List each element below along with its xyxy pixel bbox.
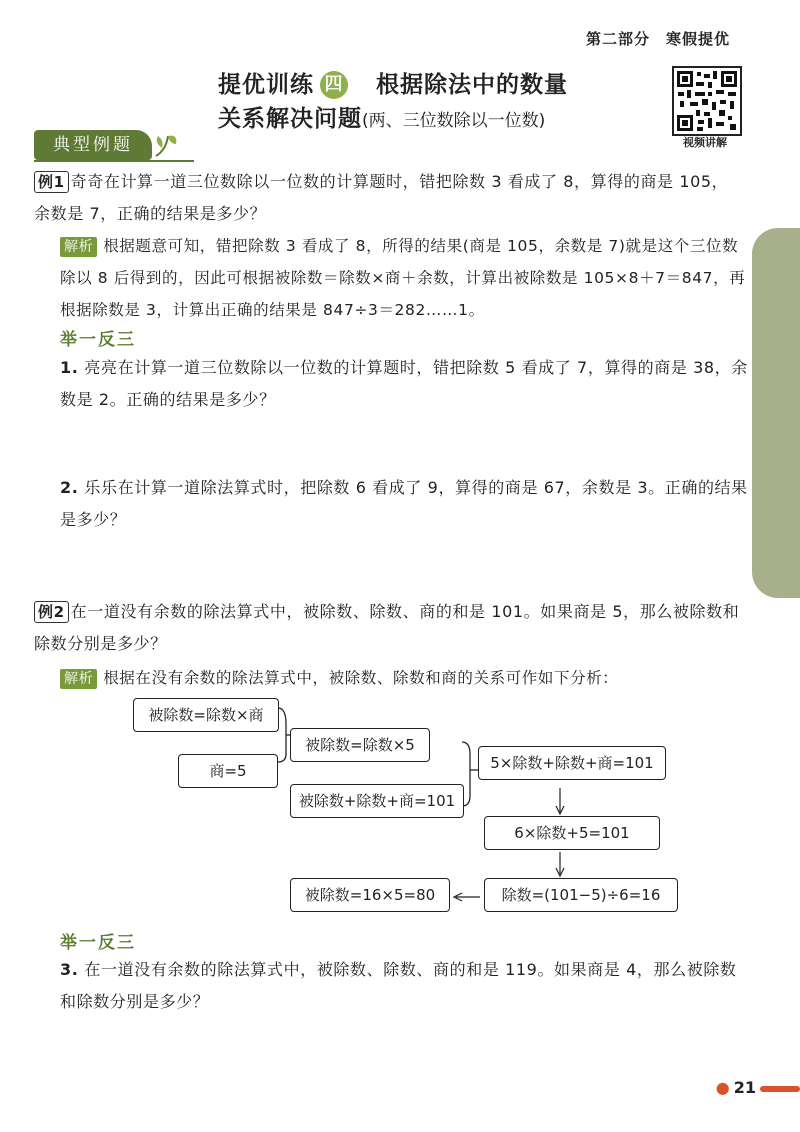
diagram-box-dividend-times5: 被除数=除数×5: [290, 728, 430, 762]
page-number-text: 21: [733, 1078, 756, 1097]
example1-text: 奇奇在计算一道三位数除以一位数的计算题时，错把除数 3 看成了 8，算得的商是 105，余数是 7，正确的结果是多少？: [34, 172, 729, 223]
page-dot-icon: ●: [715, 1078, 730, 1097]
example2-text: 在一道没有余数的除法算式中，被除数、除数、商的和是 101。如果商是 5，那么被除数和除数分别是多少？: [34, 602, 740, 653]
analysis1-label: 解析: [60, 237, 97, 257]
diagram-box-sum: 被除数+除数+商=101: [290, 784, 464, 818]
title-badge: 四: [320, 71, 348, 99]
example1-analysis-text: 根据题意可知，错把除数 3 看成了 8，所得的结果(商是 105，余数是 7)就是这个三位数除以 8 后得到的，因此可根据被除数＝除数×商＋余数，计算出被除数是 105×8＋7＝847，再根据除数是 3，计算出正确的结果是 847÷3＝282……1。: [60, 237, 746, 319]
diagram-box-divisor-result: 除数=(101−5)÷6=16: [484, 878, 678, 912]
title-prefix: 提优训练: [218, 72, 314, 98]
q1-number: 1.: [60, 358, 79, 377]
title-topic: 根据除法中的数量: [376, 72, 568, 98]
practice1-heading: 举一反三: [60, 330, 136, 350]
diagram-box-dividend-result: 被除数=16×5=80: [290, 878, 450, 912]
practice-question-3: [60, 954, 750, 1018]
q2-number: 2.: [60, 478, 79, 497]
example2-label: 例2: [34, 601, 69, 623]
example1-label: 例1: [34, 171, 69, 193]
diagram-box-dividend-formula: 被除数=除数×商: [133, 698, 279, 732]
analysis2-label: 解析: [60, 669, 97, 689]
page-number: [716, 1078, 756, 1097]
qr-label: 视频讲解: [683, 136, 727, 149]
q3-text: 在一道没有余数的除法算式中，被除数、除数、商的和是 119。如果商是 4，那么被除数和除数分别是多少？: [60, 960, 737, 1011]
diagram-box-simplified: 6×除数+5=101: [484, 816, 660, 850]
diagram-box-substituted: 5×除数+除数+商=101: [478, 746, 666, 780]
q3-number: 3.: [60, 960, 79, 979]
section-tab-typical-examples: 典型例题: [34, 130, 152, 160]
q2-text: 乐乐在计算一道除法算式时，把除数 6 看成了 9，算得的商是 67，余数是 3。正确的结果是多少？: [60, 478, 748, 529]
practice2-heading: 举一反三: [60, 933, 136, 953]
page-bar-decoration: [760, 1086, 800, 1092]
diagram-box-quotient: 商=5: [178, 754, 278, 788]
q1-text: 亮亮在计算一道三位数除以一位数的计算题时，错把除数 5 看成了 7，算得的商是 38，余数是 2。正确的结果是多少？: [60, 358, 748, 409]
title-line2-sub: (两、三位数除以一位数): [362, 111, 546, 131]
header-part-label: 第二部分 寒假提优: [585, 30, 730, 48]
title-line2: 关系解决问题: [218, 106, 362, 132]
example2-analysis-text: 根据在没有余数的除法算式中，被除数、除数和商的关系可作如下分析：: [103, 669, 619, 687]
